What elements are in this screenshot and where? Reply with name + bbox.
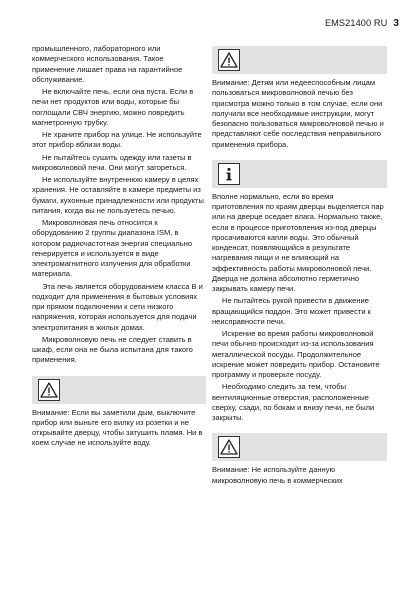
paragraph: Микроволновая печь относится к оборудованию 2 группы диапазона ISM, в котором радиочастотная энергия специально генерируется и используется в виде электромагнитного излучения для обработки материала. — [32, 218, 193, 279]
left-column — [32, 44, 206, 451]
paragraph: Не храните прибор на улице. Не используйте этот прибор вблизи воды. — [32, 130, 202, 150]
info-paragraph: Вполне нормально, если во время приготовления по краям дверцы выделяется пар или на дверце оседает влага. Нормально также, если в процессе приготовления из-под дверцы просачиваются капли воды. Это обычный конденсат, появляющийся в результате нагревания пищи и не влияющий на эффективность работы микроволновой печи. Дверца не должна абсолютно герметично закрывать камеру печи. — [212, 191, 384, 293]
paragraph: Эта печь является оборудованием класса B и подходит для применения в бытовых условиях при прямом подключении к сети низкого напряжения, которая используется для подачи электропитания в жилых домах. — [32, 281, 203, 332]
warning-banner — [32, 376, 206, 404]
paragraph: Не включайте печь, если она пуста. Если в печи нет продуктов или воды, которые бы поглощали СВЧ энергию, можно повредить магнетронную трубку. — [32, 87, 194, 127]
warning-triangle-icon — [218, 436, 240, 458]
page-header — [325, 18, 399, 29]
warning-text: Внимание: Детям или недееспособным лицам пользоваться микроволновой печью без присмотра можно только в том случае, если они получили все необходимые инструкции, могут безопасно пользоваться микроволновой печью и представляют себе последствия неправильного применения прибора. — [212, 78, 384, 149]
paragraph: Не пытайтесь сушить одежду или газеты в микроволновой печи. Они могут загореться. — [32, 152, 192, 172]
info-icon — [218, 163, 240, 185]
paragraph: Не используйте внутреннюю камеру в целях хранения. Не оставляйте в камере предметы из бумаги, кухонные принадлежности или продукты питания, когда вы не пользуетесь печью. — [32, 175, 204, 215]
warning-triangle-icon — [218, 49, 240, 71]
info-banner — [212, 160, 387, 188]
right-column — [212, 46, 387, 488]
warning-banner — [212, 433, 387, 461]
info-paragraph: Необходимо следить за тем, чтобы вентиляционные отверстия, расположенные сверху, сзади, по бокам и внизу печи, не были закрыты. — [212, 382, 375, 422]
paragraph: Микроволновую печь не следует ставить в шкаф, если она не была испытана для такого применения. — [32, 334, 193, 365]
info-paragraph: Не пытайтесь рукой привести в движение вращающийся поддон. Это может привести к неисправности печи. — [212, 296, 371, 326]
warning-text: Внимание: Если вы заметили дым, выключите прибор или выньте его вилку из розетки и не открывайте дверцу, чтобы затушить пламя. Ни в коем случае не используйте воду. — [32, 407, 203, 448]
info-paragraph: Искрение во время работы микроволновой печи обычно происходит из-за использования металлической посуды. Продолжительное искрение может повредить прибор. Остановите программу и проверьте посуду. — [212, 329, 380, 379]
warning-triangle-icon — [38, 379, 60, 401]
paragraph: промышленного, лабораторного или коммерческого использования. Такое применение лишает права на гарантийное обслуживание. — [32, 44, 183, 84]
warning-banner — [212, 46, 387, 74]
model-number: EMS21400 RU — [324, 18, 388, 28]
page-number: 3 — [393, 18, 399, 29]
warning-text: Внимание: Не используйте данную микроволновую печь в коммерческих — [212, 465, 343, 485]
